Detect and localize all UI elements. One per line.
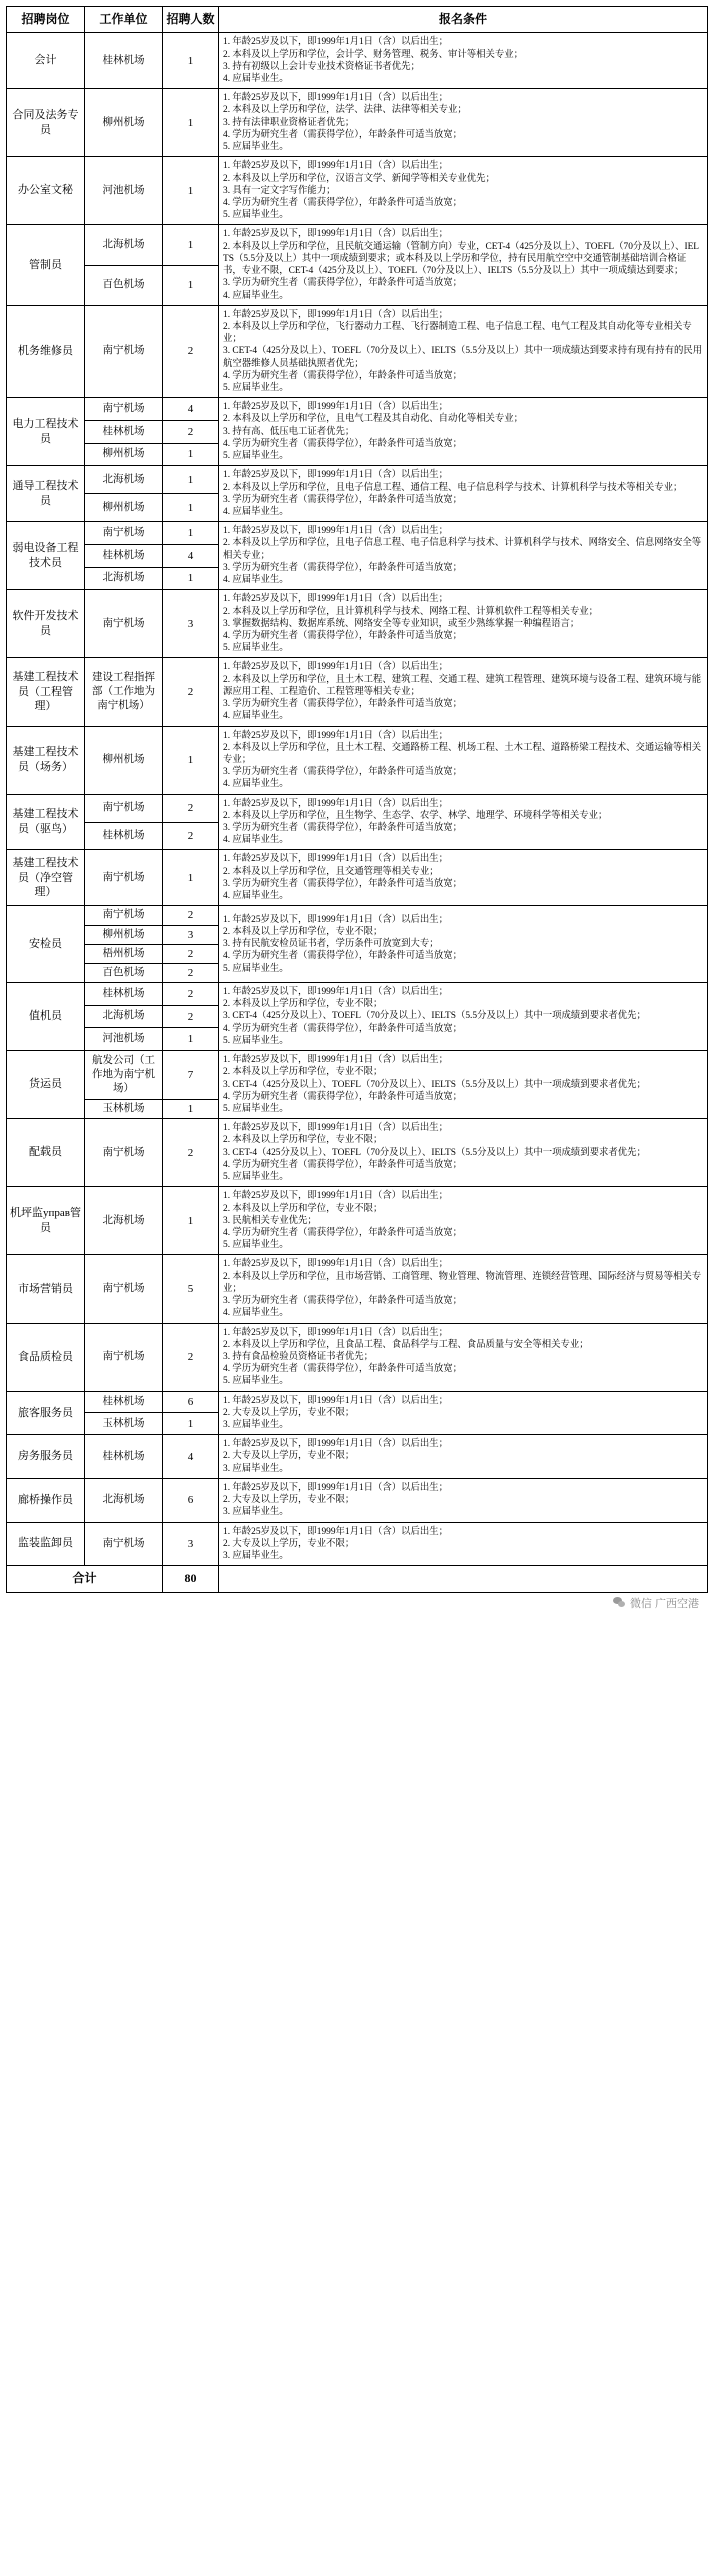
condition-line: 1. 年龄25岁及以下，即1999年1月1日（含）以后出生；	[223, 161, 449, 172]
cell-unit: 河池机场	[85, 1028, 163, 1051]
condition-line: 2. 本科及以上学历和学位，且电子信息工程、电子信息科学与技术、计算机科学与技术、网络安全、信息网络安全等相关专业；	[223, 538, 702, 561]
cell-unit: 北海机场	[85, 1187, 163, 1255]
table-row	[7, 398, 708, 421]
condition-line: 2. 本科及以上学历和学位，专业不限；	[223, 999, 383, 1010]
condition-line: 1. 年龄25岁及以下，即1999年1月1日（含）以后出生；	[223, 229, 449, 240]
cell-conditions	[219, 1391, 708, 1435]
condition-line: 3. CET-4（425分及以上）、TOEFL（70分及以上）、IELTS（5.5分及以上）其中一项成绩到要求者优先；	[223, 1147, 646, 1158]
cell-conditions	[219, 983, 708, 1051]
condition-line: 4. 应届毕业生。	[223, 507, 289, 518]
condition-line: 5. 应届毕业生。	[223, 210, 289, 221]
cell-count: 2	[163, 420, 219, 443]
condition-line: 3. 学历为研究生者（需获得学位），年龄条件可适当放宽；	[223, 767, 463, 778]
condition-line: 2. 本科及以上学历和学位，且生物学、生态学、农学、林学、地理学、环境科学等相关专业；	[223, 810, 608, 821]
cell-post: 机坪监управ管员	[7, 1187, 85, 1255]
condition-line: 1. 年龄25岁及以下，即1999年1月1日（含）以后出生；	[223, 309, 449, 320]
cell-unit: 航发公司（工作地为南宁机场）	[85, 1051, 163, 1100]
cell-conditions	[219, 794, 708, 850]
condition-line: 4. 学历为研究生者（需获得学位），年龄条件可适当放宽；	[223, 438, 463, 449]
cell-unit: 南宁机场	[85, 794, 163, 822]
cell-unit: 桂林机场	[85, 983, 163, 1006]
cell-unit: 玉林机场	[85, 1413, 163, 1435]
condition-line: 2. 本科及以上学历和学位，且土木工程、交通路桥工程、机场工程、土木工程、道路桥梁工程技术、交通运输等相关专业；	[223, 742, 702, 765]
condition-line: 2. 本科及以上学历和学位，专业不限；	[223, 1067, 383, 1078]
cell-unit: 柳州机场	[85, 443, 163, 466]
condition-line: 3. 学历为研究生者（需获得学位），年龄条件可适当放宽；	[223, 699, 463, 710]
cell-post: 监装监卸员	[7, 1522, 85, 1566]
condition-line: 3. 学历为研究生者（需获得学位），年龄条件可适当放宽；	[223, 494, 463, 505]
cell-count: 4	[163, 1435, 219, 1479]
cell-count: 1	[163, 1187, 219, 1255]
condition-line: 5. 应届毕业生。	[223, 383, 289, 394]
wechat-watermark	[613, 1595, 699, 1611]
condition-line: 3. 具有一定文字写作能力；	[223, 185, 336, 196]
cell-count: 7	[163, 1051, 219, 1100]
condition-line: 3. 学历为研究生者（需获得学位），年龄条件可适当放宽；	[223, 1296, 463, 1307]
condition-line: 2. 本科及以上学历和学位，且交通管理等相关专业；	[223, 866, 439, 877]
cell-count: 1	[163, 567, 219, 590]
cell-post: 通导工程技术员	[7, 466, 85, 522]
condition-line: 3. 应届毕业生。	[223, 1463, 289, 1474]
condition-line: 2. 本科及以上学历和学位，专业不限；	[223, 1203, 383, 1214]
cell-post: 软件开发技术员	[7, 590, 85, 658]
condition-line: 4. 学历为研究生者（需获得学位），年龄条件可适当放宽；	[223, 1227, 463, 1238]
cell-count: 1	[163, 522, 219, 545]
condition-line: 2. 本科及以上学历和学位，飞行器动力工程、飞行器制造工程、电子信息工程、电气工程及其自动化等专业相关专业；	[223, 321, 692, 345]
table-row	[7, 225, 708, 265]
condition-line: 1. 年龄25岁及以下，即1999年1月1日（含）以后出生；	[223, 1123, 449, 1134]
cell-post: 电力工程技术员	[7, 398, 85, 466]
condition-line: 4. 应届毕业生。	[223, 779, 289, 790]
cell-unit: 玉林机场	[85, 1099, 163, 1119]
condition-line: 1. 年龄25岁及以下，即1999年1月1日（含）以后出生；	[223, 1439, 449, 1450]
cell-count: 2	[163, 983, 219, 1006]
wechat-watermark-text: 微信 广西空港	[629, 1597, 699, 1610]
cell-count: 2	[163, 944, 219, 963]
condition-line: 1. 年龄25岁及以下，即1999年1月1日（含）以后出生；	[223, 526, 449, 537]
header-row	[7, 7, 708, 33]
cell-post: 弱电设备工程技术员	[7, 522, 85, 590]
condition-line: 1. 年龄25岁及以下，即1999年1月1日（含）以后出生；	[223, 1055, 449, 1066]
condition-line: 3. 应届毕业生。	[223, 1420, 289, 1431]
cell-count: 1	[163, 466, 219, 494]
condition-line: 5. 应届毕业生。	[223, 1104, 289, 1115]
cell-conditions	[219, 157, 708, 225]
cell-unit: 南宁机场	[85, 906, 163, 925]
condition-line: 3. CET-4（425分及以上）、TOEFL（70分及以上）、IELTS（5.5分及以上）其中一项成绩到要求者优先；	[223, 1011, 646, 1022]
condition-line: 2. 本科及以上学历和学位，且土木工程、建筑工程、交通工程、建筑工程管理、建筑环境与设备工程、建筑环境与能源应用工程、工程造价、工程管理等相关专业；	[223, 674, 702, 697]
condition-line: 4. 应届毕业生。	[223, 835, 289, 846]
condition-line: 3. 持有初级以上会计专业技术资格证书者优先；	[223, 61, 420, 72]
cell-conditions	[219, 1435, 708, 1479]
condition-line: 4. 学历为研究生者（需获得学位），年龄条件可适当放宽；	[223, 129, 463, 140]
condition-line: 1. 年龄25岁及以下，即1999年1月1日（含）以后出生；	[223, 37, 449, 48]
table-row	[7, 794, 708, 822]
cell-unit: 建设工程指挥部（工作地为南宁机场）	[85, 658, 163, 726]
condition-line: 2. 大专及以上学历，专业不限；	[223, 1407, 355, 1418]
table-row	[7, 658, 708, 726]
condition-line: 3. 持有食品检验员资格证书者优先；	[223, 1351, 374, 1362]
condition-line: 4. 学历为研究生者（需获得学位），年龄条件可适当放宽；	[223, 197, 463, 208]
recruitment-table	[6, 6, 708, 1593]
cell-count: 2	[163, 658, 219, 726]
condition-line: 3. 掌握数据结构、数据库系统、网络安全等专业知识，或至少熟练掌握一种编程语言；	[223, 618, 580, 629]
cell-post: 旅客服务员	[7, 1391, 85, 1435]
condition-line: 4. 应届毕业生。	[223, 290, 289, 301]
condition-line: 1. 年龄25岁及以下，即1999年1月1日（含）以后出生；	[223, 1259, 449, 1270]
table-row	[7, 1051, 708, 1100]
table-row	[7, 305, 708, 398]
cell-unit: 南宁机场	[85, 1119, 163, 1187]
table-row	[7, 522, 708, 545]
table-row	[7, 1323, 708, 1391]
cell-conditions	[219, 225, 708, 305]
cell-unit: 桂林机场	[85, 822, 163, 850]
condition-line: 2. 大专及以上学历，专业不限；	[223, 1451, 355, 1462]
cell-unit: 桂林机场	[85, 33, 163, 89]
wechat-icon	[613, 1597, 626, 1608]
cell-unit: 桂林机场	[85, 420, 163, 443]
cell-post: 房务服务员	[7, 1435, 85, 1479]
cell-unit: 梧州机场	[85, 944, 163, 963]
cell-unit: 南宁机场	[85, 1522, 163, 1566]
table-footer	[7, 1566, 708, 1592]
total-label: 合计	[7, 1566, 163, 1592]
condition-line: 3. 应届毕业生。	[223, 1507, 289, 1518]
table-header	[7, 7, 708, 33]
table-row	[7, 89, 708, 157]
condition-line: 1. 年龄25岁及以下，即1999年1月1日（含）以后出生；	[223, 1526, 449, 1537]
condition-line: 2. 本科及以上学历和学位，专业不限；	[223, 926, 383, 937]
condition-line: 4. 应届毕业生。	[223, 74, 289, 85]
header-conditions: 报名条件	[219, 7, 708, 33]
cell-post: 合同及法务专员	[7, 89, 85, 157]
condition-line: 2. 本科及以上学历和学位，且计算机科学与技术、网络工程、计算机软件工程等相关专业；	[223, 606, 599, 617]
table-row	[7, 850, 708, 906]
table-row	[7, 466, 708, 494]
condition-line: 1. 年龄25岁及以下，即1999年1月1日（含）以后出生；	[223, 1395, 449, 1406]
header-count: 招聘人数	[163, 7, 219, 33]
cell-count: 2	[163, 1005, 219, 1028]
cell-post: 机务维修员	[7, 305, 85, 398]
cell-conditions	[219, 89, 708, 157]
condition-line: 2. 本科及以上学历和学位，汉语言文学、新闻学等相关专业优先；	[223, 173, 495, 184]
condition-line: 3. 持有法律职业资格证者优先；	[223, 117, 355, 128]
cell-conditions	[219, 658, 708, 726]
cell-conditions	[219, 1255, 708, 1323]
cell-post: 市场营销员	[7, 1255, 85, 1323]
condition-line: 3. CET-4（425分及以上）、TOEFL（70分及以上）、IELTS（5.5分及以上）其中一项成绩达到要求持有现有持有的民用航空器维修人员基础执照者优先；	[223, 346, 703, 369]
condition-line: 2. 本科及以上学历和学位，会计学、财务管理、税务、审计等相关专业；	[223, 49, 524, 60]
cell-unit: 河池机场	[85, 157, 163, 225]
condition-line: 1. 年龄25岁及以下，即1999年1月1日（含）以后出生；	[223, 470, 449, 481]
cell-count: 1	[163, 1028, 219, 1051]
condition-line: 5. 应届毕业生。	[223, 963, 289, 974]
cell-count: 3	[163, 590, 219, 658]
cell-conditions	[219, 590, 708, 658]
total-count: 80	[163, 1566, 219, 1592]
cell-unit: 南宁机场	[85, 398, 163, 421]
cell-unit: 桂林机场	[85, 544, 163, 567]
table-row	[7, 590, 708, 658]
table-row	[7, 1119, 708, 1187]
condition-line: 4. 学历为研究生者（需获得学位），年龄条件可适当放宽；	[223, 1159, 463, 1170]
cell-unit: 桂林机场	[85, 1391, 163, 1413]
cell-count: 3	[163, 925, 219, 944]
cell-count: 1	[163, 33, 219, 89]
condition-line: 3. 持有民航安检员证书者，学历条件可放宽到大专；	[223, 939, 439, 950]
cell-conditions	[219, 726, 708, 794]
condition-line: 4. 学历为研究生者（需获得学位），年龄条件可适当放宽；	[223, 630, 463, 641]
table-row	[7, 33, 708, 89]
cell-post: 配载员	[7, 1119, 85, 1187]
condition-line: 4. 学历为研究生者（需获得学位），年龄条件可适当放宽；	[223, 951, 463, 962]
cell-unit: 北海机场	[85, 225, 163, 265]
condition-line: 2. 本科及以上学历和学位，法学、法律、法律等相关专业；	[223, 105, 467, 116]
condition-line: 4. 学历为研究生者（需获得学位），年龄条件可适当放宽；	[223, 1023, 463, 1034]
cell-post: 货运员	[7, 1051, 85, 1119]
cell-count: 1	[163, 265, 219, 305]
condition-line: 3. 应届毕业生。	[223, 1551, 289, 1562]
cell-conditions	[219, 1119, 708, 1187]
condition-line: 1. 年龄25岁及以下，即1999年1月1日（含）以后出生；	[223, 1191, 449, 1202]
cell-count: 1	[163, 1413, 219, 1435]
cell-unit: 北海机场	[85, 1478, 163, 1522]
condition-line: 2. 大专及以上学历，专业不限；	[223, 1538, 355, 1549]
condition-line: 3. CET-4（425分及以上）、TOEFL（70分及以上）、IELTS（5.5分及以上）其中一项成绩到要求者优先；	[223, 1079, 646, 1090]
condition-line: 1. 年龄25岁及以下，即1999年1月1日（含）以后出生；	[223, 594, 449, 605]
cell-post: 基建工程技术员（工程管理）	[7, 658, 85, 726]
condition-line: 1. 年龄25岁及以下，即1999年1月1日（含）以后出生；	[223, 730, 449, 741]
cell-unit: 南宁机场	[85, 1323, 163, 1391]
condition-line: 4. 学历为研究生者（需获得学位），年龄条件可适当放宽；	[223, 1091, 463, 1102]
cell-unit: 北海机场	[85, 466, 163, 494]
condition-line: 1. 年龄25岁及以下，即1999年1月1日（含）以后出生；	[223, 987, 449, 998]
cell-post: 会计	[7, 33, 85, 89]
condition-line: 2. 大专及以上学历，专业不限；	[223, 1495, 355, 1506]
cell-unit: 桂林机场	[85, 1435, 163, 1479]
condition-line: 5. 应届毕业生。	[223, 1172, 289, 1183]
condition-line: 2. 本科及以上学历和学位，且市场营销、工商管理、物业管理、物流管理、连锁经营管理、国际经济与贸易等相关专业；	[223, 1271, 702, 1294]
condition-line: 2. 本科及以上学历和学位，专业不限；	[223, 1135, 383, 1146]
condition-line: 4. 应届毕业生。	[223, 891, 289, 902]
cell-count: 1	[163, 726, 219, 794]
cell-post: 安检员	[7, 906, 85, 983]
cell-unit: 柳州机场	[85, 726, 163, 794]
cell-unit: 南宁机场	[85, 850, 163, 906]
table-row	[7, 1255, 708, 1323]
condition-line: 3. 民航相关专业优先；	[223, 1215, 317, 1226]
cell-post: 基建工程技术员（场务）	[7, 726, 85, 794]
table-body	[7, 33, 708, 1566]
cell-post: 基建工程技术员（净空管理）	[7, 850, 85, 906]
condition-line: 3. 学历为研究生者（需获得学位），年龄条件可适当放宽；	[223, 278, 463, 289]
cell-conditions	[219, 398, 708, 466]
condition-line: 2. 本科及以上学历和学位，且电子信息工程、通信工程、电子信息科学与技术、计算机科学与技术等相关专业；	[223, 482, 683, 493]
cell-count: 1	[163, 850, 219, 906]
cell-count: 2	[163, 794, 219, 822]
cell-post: 基建工程技术员（驱鸟）	[7, 794, 85, 850]
cell-post: 食品质检员	[7, 1323, 85, 1391]
cell-count: 2	[163, 906, 219, 925]
cell-unit: 柳州机场	[85, 494, 163, 522]
condition-line: 3. 持有高、低压电工证者优先；	[223, 426, 355, 437]
table-row	[7, 1187, 708, 1255]
condition-line: 1. 年龄25岁及以下，即1999年1月1日（含）以后出生；	[223, 662, 449, 673]
table-row	[7, 906, 708, 925]
table-row	[7, 1478, 708, 1522]
condition-line: 2. 本科及以上学历和学位，且电气工程及其自动化、自动化等相关专业；	[223, 414, 524, 425]
cell-count: 2	[163, 1323, 219, 1391]
table-row	[7, 1435, 708, 1479]
cell-unit: 柳州机场	[85, 925, 163, 944]
condition-line: 5. 应届毕业生。	[223, 1240, 289, 1251]
cell-unit: 北海机场	[85, 567, 163, 590]
cell-unit: 北海机场	[85, 1005, 163, 1028]
condition-line: 1. 年龄25岁及以下，即1999年1月1日（含）以后出生；	[223, 1327, 449, 1338]
cell-count: 2	[163, 305, 219, 398]
condition-line: 2. 本科及以上学历和学位，且食品工程、食品科学与工程、食品质量与安全等相关专业；	[223, 1339, 589, 1350]
cell-conditions	[219, 466, 708, 522]
cell-conditions	[219, 1187, 708, 1255]
table-row	[7, 1391, 708, 1413]
cell-post: 办公室文秘	[7, 157, 85, 225]
cell-count: 4	[163, 544, 219, 567]
cell-count: 1	[163, 443, 219, 466]
condition-line: 4. 学历为研究生者（需获得学位），年龄条件可适当放宽；	[223, 1364, 463, 1375]
cell-count: 1	[163, 1099, 219, 1119]
cell-count: 2	[163, 1119, 219, 1187]
cell-unit: 南宁机场	[85, 1255, 163, 1323]
cell-count: 1	[163, 89, 219, 157]
cell-post: 管制员	[7, 225, 85, 305]
condition-line: 5. 应届毕业生。	[223, 451, 289, 462]
condition-line: 4. 应届毕业生。	[223, 1308, 289, 1319]
cell-count: 6	[163, 1391, 219, 1413]
header-unit: 工作单位	[85, 7, 163, 33]
footer-bar	[0, 1593, 713, 1619]
cell-post: 廊桥操作员	[7, 1478, 85, 1522]
cell-conditions	[219, 1323, 708, 1391]
cell-conditions	[219, 305, 708, 398]
condition-line: 1. 年龄25岁及以下，即1999年1月1日（含）以后出生；	[223, 798, 449, 809]
cell-count: 3	[163, 1522, 219, 1566]
cell-conditions	[219, 1051, 708, 1119]
condition-line: 3. 学历为研究生者（需获得学位），年龄条件可适当放宽；	[223, 562, 463, 573]
cell-unit: 南宁机场	[85, 522, 163, 545]
condition-line: 5. 应届毕业生。	[223, 1376, 289, 1387]
condition-line: 1. 年龄25岁及以下，即1999年1月1日（含）以后出生；	[223, 93, 449, 104]
header-post: 招聘岗位	[7, 7, 85, 33]
condition-line: 5. 应届毕业生。	[223, 142, 289, 153]
cell-unit: 南宁机场	[85, 305, 163, 398]
cell-count: 2	[163, 822, 219, 850]
condition-line: 5. 应届毕业生。	[223, 1035, 289, 1046]
condition-line: 3. 学历为研究生者（需获得学位），年龄条件可适当放宽；	[223, 823, 463, 834]
condition-line: 4. 应届毕业生。	[223, 711, 289, 722]
cell-conditions	[219, 522, 708, 590]
cell-conditions	[219, 1522, 708, 1566]
cell-conditions	[219, 850, 708, 906]
condition-line: 1. 年龄25岁及以下，即1999年1月1日（含）以后出生；	[223, 1482, 449, 1493]
cell-count: 2	[163, 963, 219, 982]
cell-unit: 柳州机场	[85, 89, 163, 157]
cell-count: 4	[163, 398, 219, 421]
cell-conditions	[219, 33, 708, 89]
cell-count: 6	[163, 1478, 219, 1522]
cell-unit: 百色机场	[85, 963, 163, 982]
condition-line: 1. 年龄25岁及以下，即1999年1月1日（含）以后出生；	[223, 914, 449, 925]
cell-count: 1	[163, 225, 219, 265]
condition-line: 2. 本科及以上学历和学位，且民航交通运输（管制方向）专业，CET-4（425分及以上）、TOEFL（70分及以上）、IELTS（5.5分及以上）其中一项成绩到要求；或本科及以上学历和学位，持有民用航空空中交通管制基础培训合格证书，专业不限，CET-4（425分及以上）、TOEFL（70分及以上）、IELTS（5.5分及以上）其中一项成绩达到要求；	[223, 241, 700, 277]
cell-conditions	[219, 1478, 708, 1522]
table-row	[7, 726, 708, 794]
condition-line: 1. 年龄25岁及以下，即1999年1月1日（含）以后出生；	[223, 402, 449, 413]
cell-count: 5	[163, 1255, 219, 1323]
cell-unit: 百色机场	[85, 265, 163, 305]
total-row	[7, 1566, 708, 1592]
cell-conditions	[219, 906, 708, 983]
cell-count: 1	[163, 157, 219, 225]
table-row	[7, 157, 708, 225]
cell-post: 值机员	[7, 983, 85, 1051]
condition-line: 3. 学历为研究生者（需获得学位），年龄条件可适当放宽；	[223, 878, 463, 889]
table-row	[7, 1522, 708, 1566]
total-blank-cell	[219, 1566, 708, 1592]
table-row	[7, 983, 708, 1006]
cell-count: 1	[163, 494, 219, 522]
condition-line: 4. 学历为研究生者（需获得学位），年龄条件可适当放宽；	[223, 370, 463, 381]
cell-unit: 南宁机场	[85, 590, 163, 658]
condition-line: 5. 应届毕业生。	[223, 643, 289, 654]
condition-line: 4. 应届毕业生。	[223, 575, 289, 586]
condition-line: 1. 年龄25岁及以下，即1999年1月1日（含）以后出生；	[223, 854, 449, 865]
